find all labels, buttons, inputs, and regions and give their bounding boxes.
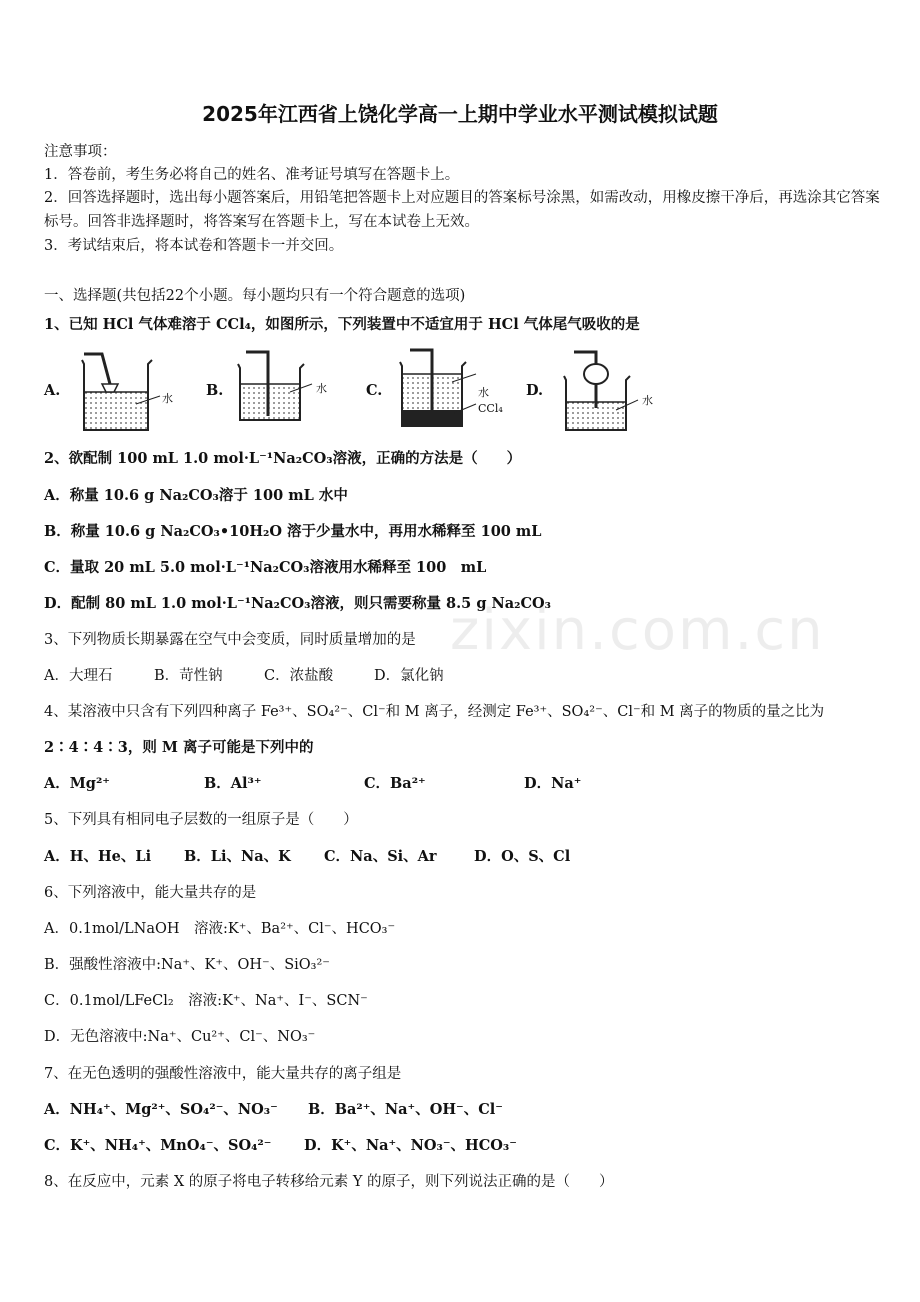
q7-option-a: A．NH₄⁺、Mg²⁺、SO₄²⁻、NO₃⁻ bbox=[44, 1101, 278, 1118]
q2-option-a: A．称量 10.6 g Na₂CO₃溶于 100 mL 水中 bbox=[44, 487, 348, 504]
q5-stem: 5、下列具有相同电子层数的一组原子是（ ） bbox=[44, 812, 358, 828]
q5-option-d: D．O、S、Cl bbox=[474, 848, 571, 865]
q3-option-d: D．氯化钠 bbox=[374, 668, 444, 684]
q5-option-b: B．Li、Na、K bbox=[184, 848, 291, 865]
notice-item-1: 1．答卷前，考生务必将自己的姓名、准考证号填写在答题卡上。 bbox=[44, 167, 460, 183]
q1-fig-c-liquid: 水 bbox=[478, 386, 489, 399]
q4-option-c: C．Ba²⁺ bbox=[364, 775, 426, 792]
q5-options bbox=[44, 845, 614, 866]
notice-heading: 注意事项： bbox=[44, 144, 117, 160]
page-title: 2025年江西省上饶化学高一上期中学业水平测试模拟试题 bbox=[202, 102, 718, 126]
q2-stem: 2、欲配制 100 mL 1.0 mol·L⁻¹Na₂CO₃溶液，正确的方法是（ ） bbox=[44, 450, 522, 467]
q2-option-d: D．配制 80 mL 1.0 mol·L⁻¹Na₂CO₃溶液，则只需要称量 8.5 g Na₂CO₃ bbox=[44, 595, 552, 612]
q4-stem-2: 2∶4∶4∶3，则 M 离子可能是下列中的 bbox=[44, 739, 314, 756]
q3-option-a: A．大理石 bbox=[44, 668, 113, 684]
q8-stem: 8、在反应中，元素 X 的原子将电子转移给元素 Y 的原子，则下列说法正确的是（ ） bbox=[44, 1174, 614, 1190]
q7-stem: 7、在无色透明的强酸性溶液中，能大量共存的离子组是 bbox=[44, 1066, 402, 1082]
q1-fig-b-liquid: 水 bbox=[316, 382, 327, 395]
q3-options bbox=[44, 664, 484, 685]
q7-option-c: C．K⁺、NH₄⁺、MnO₄⁻、SO₄²⁻ bbox=[44, 1137, 272, 1154]
q1-fig-c-liquid2: CCl₄ bbox=[478, 402, 503, 415]
q1-fig-d-liquid: 水 bbox=[642, 394, 653, 407]
q4-options bbox=[44, 772, 684, 793]
notice-item-2: 2．回答选择题时，选出每小题答案后，用铅笔把答题卡上对应题目的答案标号涂黑，如需改动，用橡皮擦干净后，再选涂其它答案标号。回答非选择题时，将答案写在答题卡上，写在本试卷上无效。 bbox=[44, 190, 880, 230]
q4-option-a: A．Mg²⁺ bbox=[44, 775, 110, 792]
q6-stem: 6、下列溶液中，能大量共存的是 bbox=[44, 885, 257, 901]
q6-option-a: A．0.1mol/LNaOH 溶液:K⁺、Ba²⁺、Cl⁻、HCO₃⁻ bbox=[44, 921, 396, 937]
beaker-a-icon bbox=[74, 346, 194, 436]
q4-option-d: D．Na⁺ bbox=[524, 775, 582, 792]
q1-fig-a-liquid: 水 bbox=[162, 392, 173, 405]
q1-figures: A. 水 B. 水 C. 水 CCl₄ D. 水 bbox=[44, 346, 744, 436]
q7-options-row-1 bbox=[44, 1098, 503, 1119]
q7-option-d: D．K⁺、Na⁺、NO₃⁻、HCO₃⁻ bbox=[304, 1137, 517, 1154]
q1-stem: 1、已知 HCl 气体难溶于 CCl₄，如图所示，下列装置中不适宜用于 HCl 气体尾气吸收的是 bbox=[44, 316, 640, 333]
q6-option-c: C．0.1mol/LFeCl₂ 溶液:K⁺、Na⁺、I⁻、SCN⁻ bbox=[44, 993, 368, 1009]
q7-options-row-2 bbox=[44, 1134, 517, 1155]
watermark: zixin.com.cn bbox=[450, 598, 825, 663]
beaker-b-icon bbox=[232, 346, 352, 436]
q4-option-b: B．Al³⁺ bbox=[204, 775, 262, 792]
q6-option-d: D．无色溶液中:Na⁺、Cu²⁺、Cl⁻、NO₃⁻ bbox=[44, 1029, 316, 1045]
notice-item-3: 3．考试结束后，将本试卷和答题卡一并交回。 bbox=[44, 238, 344, 254]
q3-option-c: C．浓盐酸 bbox=[264, 668, 334, 684]
q7-option-b: B．Ba²⁺、Na⁺、OH⁻、Cl⁻ bbox=[308, 1101, 503, 1118]
beaker-c-icon bbox=[396, 346, 516, 436]
q6-option-b: B．强酸性溶液中:Na⁺、K⁺、OH⁻、SiO₃²⁻ bbox=[44, 957, 330, 973]
q5-option-c: C．Na、Si、Ar bbox=[324, 848, 437, 865]
section-heading: 一、选择题(共包括22个小题。每小题均只有一个符合题意的选项) bbox=[44, 288, 466, 304]
q3-option-b: B．苛性钠 bbox=[154, 668, 223, 684]
q3-stem: 3、下列物质长期暴露在空气中会变质，同时质量增加的是 bbox=[44, 632, 416, 648]
q2-option-b: B．称量 10.6 g Na₂CO₃•10H₂O 溶于少量水中，再用水稀释至 100 mL bbox=[44, 523, 542, 540]
q2-option-c: C．量取 20 mL 5.0 mol·L⁻¹Na₂CO₃溶液用水稀释至 100 mL bbox=[44, 559, 487, 576]
q4-stem: 4、某溶液中只含有下列四种离子 Fe³⁺、SO₄²⁻、Cl⁻和 M 离子，经测定 Fe³⁺、SO₄²⁻、Cl⁻和 M 离子的物质的量之比为 bbox=[44, 704, 825, 720]
q5-option-a: A．H、He、Li bbox=[44, 848, 152, 865]
beaker-d-icon bbox=[556, 346, 676, 436]
